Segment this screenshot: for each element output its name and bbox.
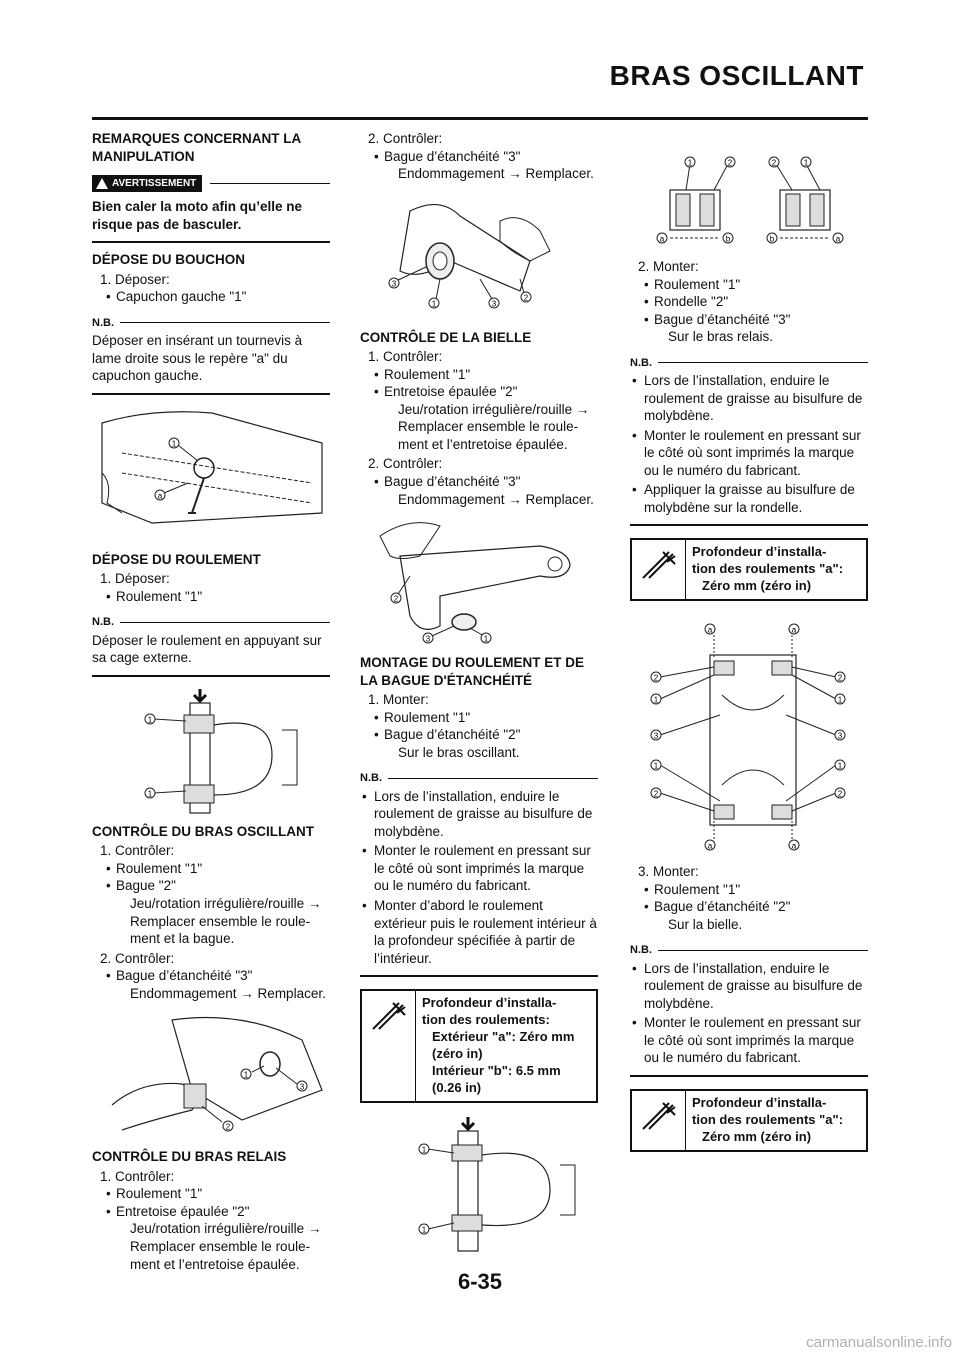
figure-bearing-removal xyxy=(92,685,330,815)
list-continuation: Sur le bras oscillant. xyxy=(398,744,520,760)
svg-text:b: b xyxy=(769,234,775,244)
list-item: • Roulement "1" xyxy=(360,366,598,384)
list-continuation: Endommagement → Remplacer. xyxy=(398,166,594,182)
note-item: • Lors de l’installation, enduire le roulement de graisse au bisulfure de molybdène. xyxy=(630,960,868,1013)
list-continuation: Endommagement → Remplacer. xyxy=(130,985,326,1001)
list-item: • Bague d’étanchéité "2" xyxy=(360,726,598,744)
list-item: • Roulement "1" xyxy=(630,881,868,899)
svg-text:a: a xyxy=(791,841,797,851)
svg-text:2: 2 xyxy=(771,158,777,168)
svg-text:1: 1 xyxy=(483,634,489,644)
note-box: N.B. • Lors de l’installation, enduire le roulement de graisse au bisulfure de molybdène. • Monter le roulement en pressant sur le côté où sont imprimés la marque ou le numéro du fabricant. xyxy=(630,943,868,1077)
list-item: • Rondelle "2" xyxy=(630,293,868,311)
heading-remarques: REMARQUES CONCERNANT LA MANIPULATION xyxy=(92,131,301,164)
figure-bearing-install xyxy=(360,1115,598,1255)
note-box: N.B. • Lors de l’installation, enduire le roulement de graisse au bisulfure de molybdène. • Monter le roulement en pressant sur le côté où sont imprimés la marque ou le numéro du fabricant. • Monter d’abord le roulement extérieur puis le roulement intérieur à la profondeur spécifiée à partir de l’intérieur. xyxy=(360,771,598,977)
page-number: 6-35 xyxy=(457,1269,503,1294)
page-title: BRAS OSCILLANT xyxy=(609,60,864,91)
spec-line: (0.26 in) xyxy=(432,1079,482,1095)
list-continuation: Jeu/rotation irrégulière/rouille → xyxy=(398,401,590,417)
svg-text:1: 1 xyxy=(243,1070,249,1080)
list-item: • Bague d’étanchéité "3" xyxy=(360,148,598,166)
note-box: N.B. Déposer en insérant un tournevis à lame droite sous le repère "a" du capuchon gauche. xyxy=(92,316,330,395)
step-text: 1. Déposer: xyxy=(100,571,170,587)
svg-text:a: a xyxy=(707,625,713,635)
caliper-icon xyxy=(362,991,416,1100)
step-text: 1. Contrôler: xyxy=(100,1168,175,1184)
svg-text:1: 1 xyxy=(687,158,693,168)
svg-text:a: a xyxy=(835,234,841,244)
note-item: • Monter le roulement en pressant sur le côté où sont imprimés la marque ou le numéro du fabricant. xyxy=(630,1014,868,1067)
svg-text:a: a xyxy=(659,234,665,244)
step-text: 2. Contrôler: xyxy=(368,456,443,472)
list-item: • Bague d’étanchéité "3" xyxy=(630,311,868,329)
svg-text:2: 2 xyxy=(523,293,529,303)
spec-line: Intérieur "b": 6.5 mm xyxy=(432,1062,561,1078)
svg-text:1: 1 xyxy=(803,158,809,168)
note-item: • Monter le roulement en pressant sur le côté où sont imprimés la marque ou le numéro du fabricant. xyxy=(630,427,868,480)
step-text: 1. Contrôler: xyxy=(100,843,175,859)
step-text: 1. Contrôler: xyxy=(368,349,443,365)
note-box: N.B. Déposer le roulement en appuyant sur sa cage externe. xyxy=(92,615,330,676)
spec-line: Profondeur d’installa- xyxy=(692,1094,827,1110)
svg-text:1: 1 xyxy=(837,761,843,771)
svg-text:2: 2 xyxy=(225,1122,231,1132)
svg-text:3: 3 xyxy=(491,299,497,309)
svg-text:2: 2 xyxy=(727,158,733,168)
list-item: • Roulement "1" xyxy=(92,588,330,606)
svg-text:1: 1 xyxy=(421,1145,427,1154)
list-item: • Entretoise épaulée "2" xyxy=(360,383,598,401)
list-item: • Roulement "1" xyxy=(92,1185,330,1203)
column-1 xyxy=(92,130,330,1273)
caliper-icon xyxy=(632,540,686,599)
svg-text:2: 2 xyxy=(837,789,843,799)
note-item: • Monter le roulement en pressant sur le côté où sont imprimés la marque ou le numéro du fabricant. xyxy=(360,842,598,895)
spec-line: tion des roulements "a": xyxy=(692,1111,844,1127)
svg-text:1: 1 xyxy=(421,1225,427,1234)
note-item: • Appliquer la graisse au bisulfure de molybdène sur la rondelle. xyxy=(630,481,868,516)
step-text: 3. Monter: xyxy=(638,864,699,880)
column-2 xyxy=(360,130,598,1255)
step-text: 2. Contrôler: xyxy=(100,950,175,966)
svg-text:3: 3 xyxy=(425,634,431,644)
figure-rod-bearings xyxy=(630,615,868,855)
note-item: • Lors de l’installation, enduire le roulement de graisse au bisulfure de molybdène. xyxy=(360,788,598,841)
list-item: • Bague d’étanchéité "3" xyxy=(360,473,598,491)
spec-line: tion des roulements "a": xyxy=(692,561,844,577)
step-text: 2. Contrôler: xyxy=(368,131,443,146)
heading-depose-roulement: DÉPOSE DU ROULEMENT xyxy=(92,551,261,567)
list-item: • Bague d’étanchéité "3" xyxy=(92,967,330,985)
warning-text: Bien caler la moto afin qu’elle ne risque pas de basculer. xyxy=(92,199,303,232)
site-watermark: carmanualsonline.info xyxy=(806,1333,952,1351)
spec-line: Profondeur d’installa- xyxy=(692,544,827,560)
svg-text:2: 2 xyxy=(393,594,399,604)
heading-controle-bras: CONTRÔLE DU BRAS OSCILLANT xyxy=(92,823,314,839)
note-box: N.B. • Lors de l’installation, enduire le roulement de graisse au bisulfure de molybdène. • Monter le roulement en pressant sur le côté où sont imprimés la marque ou le numéro du fabricant. • Appliquer la graisse au bisulfure de molybdène sur la rondelle. xyxy=(630,356,868,527)
svg-text:2: 2 xyxy=(837,673,843,683)
figure-chain-cap xyxy=(92,403,330,543)
list-continuation: Sur le bras relais. xyxy=(668,329,774,345)
spec-line: (zéro in) xyxy=(432,1045,483,1061)
heading-controle-relais: CONTRÔLE DU BRAS RELAIS xyxy=(92,1149,287,1165)
figure-swingarm-check xyxy=(92,1010,330,1140)
list-continuation: Endommagement → Remplacer. xyxy=(398,491,594,507)
list-item: • Roulement "1" xyxy=(360,709,598,727)
svg-text:1: 1 xyxy=(431,299,437,309)
svg-text:1: 1 xyxy=(147,789,153,799)
list-item: • Roulement "1" xyxy=(630,276,868,294)
title-rule xyxy=(92,117,868,120)
spec-box xyxy=(630,1089,868,1152)
step-text: 2. Monter: xyxy=(638,259,699,274)
spec-line: Zéro mm (zéro in) xyxy=(702,1128,812,1144)
note-text: Déposer en insérant un tournevis à lame droite sous le repère "a" du capuchon gauche. xyxy=(92,333,303,384)
svg-text:b: b xyxy=(725,234,731,244)
list-continuation: ment et l’entretoise épaulée. xyxy=(398,436,568,452)
heading-controle-bielle: CONTRÔLE DE LA BIELLE xyxy=(360,329,532,345)
svg-text:3: 3 xyxy=(391,279,397,289)
list-continuation: Remplacer ensemble le roule- xyxy=(130,913,311,929)
svg-text:a: a xyxy=(707,841,713,851)
step-text: 1. Monter: xyxy=(368,692,429,708)
heading-montage: MONTAGE DU ROULEMENT ET DE LA BAGUE D'ÉTANCHÉITÉ xyxy=(360,655,584,688)
svg-text:a: a xyxy=(791,625,797,635)
caliper-icon xyxy=(632,1091,686,1150)
list-continuation: Remplacer ensemble le roule- xyxy=(130,1239,311,1254)
svg-text:1: 1 xyxy=(147,715,153,725)
list-item: • Capuchon gauche "1" xyxy=(92,288,330,306)
spec-line: Zéro mm (zéro in) xyxy=(702,578,812,594)
list-continuation: Sur la bielle. xyxy=(668,916,743,932)
callout-1: 1 xyxy=(171,439,177,449)
svg-text:1: 1 xyxy=(837,695,843,705)
step-text: 1. Déposer: xyxy=(100,271,170,287)
list-item: • Bague "2" xyxy=(92,877,330,895)
note-text: Déposer le roulement en appuyant sur sa cage externe. xyxy=(92,632,322,666)
spec-box xyxy=(630,538,868,601)
list-item: • Bague d’étanchéité "2" xyxy=(630,898,868,916)
list-continuation: Remplacer ensemble le roule- xyxy=(398,419,579,435)
svg-text:3: 3 xyxy=(837,731,843,741)
list-continuation: ment et l’entretoise épaulée. xyxy=(130,1256,300,1272)
spec-line: Profondeur d’installa- xyxy=(422,995,557,1011)
figure-connecting-rod xyxy=(360,516,598,646)
svg-text:2: 2 xyxy=(653,673,659,683)
figure-relay-bearings xyxy=(630,150,868,250)
svg-text:3: 3 xyxy=(299,1082,305,1092)
callout-a: a xyxy=(157,491,163,501)
list-item: • Roulement "1" xyxy=(92,860,330,878)
svg-text:2: 2 xyxy=(653,789,659,799)
spec-line: tion des roulements: xyxy=(422,1012,550,1028)
note-item: • Monter d’abord le roulement extérieur puis le roulement intérieur à la profondeur spécifiée à partir de l’intérieur. xyxy=(360,897,598,967)
list-continuation: Jeu/rotation irrégulière/rouille → xyxy=(130,895,322,911)
heading-depose-bouchon: DÉPOSE DU BOUCHON xyxy=(92,252,246,268)
list-item: • Entretoise épaulée "2" xyxy=(92,1203,330,1221)
spec-line: Extérieur "a": Zéro mm xyxy=(432,1028,575,1044)
warning-box xyxy=(92,175,330,243)
svg-text:3: 3 xyxy=(653,731,659,741)
warning-icon xyxy=(96,178,108,189)
svg-text:1: 1 xyxy=(653,695,659,705)
svg-text:1: 1 xyxy=(653,761,659,771)
figure-relay-arm xyxy=(360,191,598,321)
spec-box xyxy=(360,989,598,1102)
warning-badge: AVERTISSEMENT xyxy=(92,175,202,192)
list-continuation: Jeu/rotation irrégulière/rouille → xyxy=(130,1221,322,1237)
column-3 xyxy=(630,130,868,1152)
list-continuation: ment et la bague. xyxy=(130,931,235,947)
note-item: • Lors de l’installation, enduire le roulement de graisse au bisulfure de molybdène. xyxy=(630,372,868,425)
